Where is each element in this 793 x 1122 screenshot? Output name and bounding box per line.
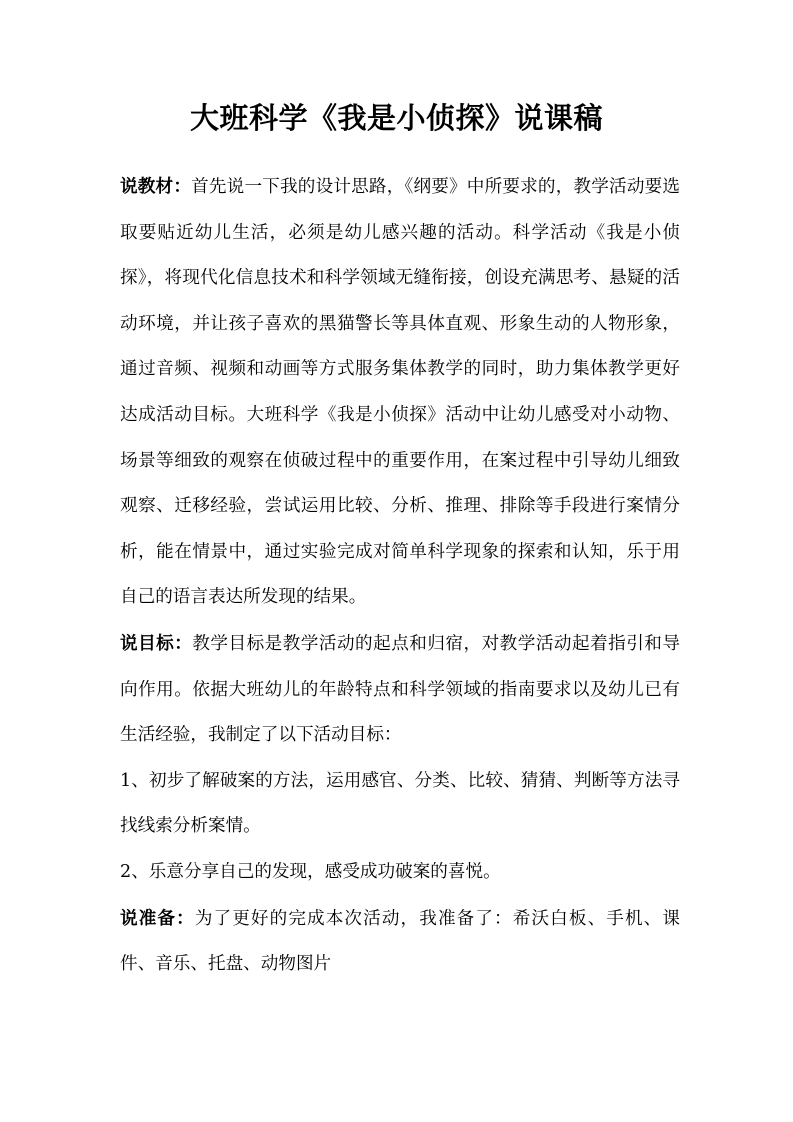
- objective-text-1: 1、初步了解破案的方法，运用感官、分类、比较、猜猜、判断等方法寻找线索分析案情。: [120, 770, 680, 837]
- section-label-preparation: 说准备：: [120, 907, 195, 929]
- paragraph-preparation: [120, 896, 680, 988]
- paragraph-objective-1: [120, 759, 680, 850]
- section-label-objectives: 说目标：: [120, 632, 193, 654]
- document-title: 大班科学《我是小侦探》说课稿: [189, 101, 603, 135]
- objective-text-2: 2、乐意分享自己的发现，感受成功破案的喜悦。: [120, 861, 501, 882]
- paragraph-objectives: [120, 621, 680, 759]
- paragraph-objective-2: [120, 850, 680, 896]
- section-text-objectives: 教学目标是教学活动的起点和归宿，对教学活动起着指引和导向作用。依据大班幼儿的年龄特点和科学领域的指南要求以及幼儿已有生活经验，我制定了以下活动目标：: [120, 633, 680, 746]
- paragraph-textbook: [120, 164, 680, 621]
- section-text-textbook: 首先说一下我的设计思路，《纲要》中所要求的，教学活动要选取要贴近幼儿生活，必须是幼儿感兴趣的活动。科学活动《我是小侦探》，将现代化信息技术和科学领域无缝衔接，创设充满思考、悬疑的活动环境，并让孩子喜欢的黑猫警长等具体直观、形象生动的人物形象，通过音频、视频和动画等方式服务集体教学的同时，助力集体教学更好达成活动目标。大班科学《我是小侦探》活动中让幼儿感受对小动物、场景等细致的观察在侦破过程中的重要作用，在案过程中引导幼儿细致观察、迁移经验，尝试运用比较、分析、推理、排除等手段进行案情分析，能在情景中，通过实验完成对简单科学现象的探索和认知，乐于用自己的语言表达所发现的结果。: [120, 177, 680, 608]
- section-label-textbook: 说教材：: [120, 176, 192, 197]
- section-text-preparation: 为了更好的完成本次活动，我准备了：希沃白板、手机、课件、音乐、托盘、动物图片: [120, 908, 680, 975]
- document-body: [120, 164, 680, 988]
